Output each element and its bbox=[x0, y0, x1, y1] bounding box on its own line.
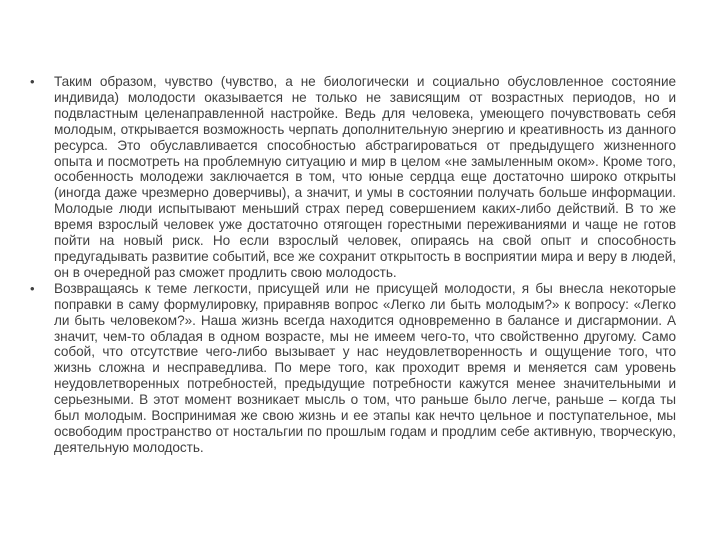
bullet-dot-icon: • bbox=[30, 280, 35, 296]
paragraph-1: Таким образом, чувство (чувство, а не биологически и социально обусловленное состояние индивида) молодости оказывается не только не зависящим от возрастных периодов, но и подвластным целенаправленной настройке. Ведь для человека, умеющего почувствовать себя молодым, открывается возможность черпать дополнительную энергию и креативность из данного ресурса. Это обуславливается способностью абстрагироваться от предыдущего жизненного опыта и посмотреть на проблемную ситуацию и мир в целом «не замыленным оком». Кроме того, особенность молодежи заключается в том, что юные сердца еще достаточно широко открыты (иногда даже чрезмерно доверчивы), а значит, и умы в состоянии получать больше информации. Молодые люди испытывают меньший страх перед совершением каких-либо действий. В то же время взрослый человек уже достаточно отягощен горестными переживаниями и чаще не готов пойти на новый риск. Но если взрослый человек, опираясь на свой опыт и способность предугадывать развитие событий, все же сохранит открытость в восприятии мира и веру в людей, он в очередной раз сможет продлить свою молодость. bbox=[54, 74, 676, 280]
bullet-dot-icon: • bbox=[30, 74, 35, 89]
bullet-item-1 bbox=[20, 74, 676, 281]
bullet-list bbox=[20, 74, 676, 456]
paragraph-2: Возвращаясь к теме легкости, присущей или не присущей молодости, я бы внесла некоторые поправки в саму формулировку, приравняв вопрос «Легко ли быть молодым?» к вопросу: «Легко ли быть человеком?». Наша жизнь всегда находится одновременно в балансе и дисгармонии. А значит, чем-то обладая в одном возрасте, мы не имеем чего-то, что свойственно другому. Само собой, что отсутствие чего-либо вызывает у нас неудовлетворенность и ощущение того, что жизнь сложна и несправедлива. По мере того, как проходит время и меняется сам уровень неудовлетворенных потребностей, предыдущие потребности кажутся менее значительными и серьезными. В этот момент возникает мысль о том, что раньше было легче, раньше – когда ты был молодым. Воспринимая же свою жизнь и ее этапы как нечто цельное и поступательное, мы освободим пространство от ностальгии по прошлым годам и продлим себе активную, творческую, деятельную молодость. bbox=[54, 280, 676, 455]
bullet-item-2 bbox=[20, 281, 676, 456]
